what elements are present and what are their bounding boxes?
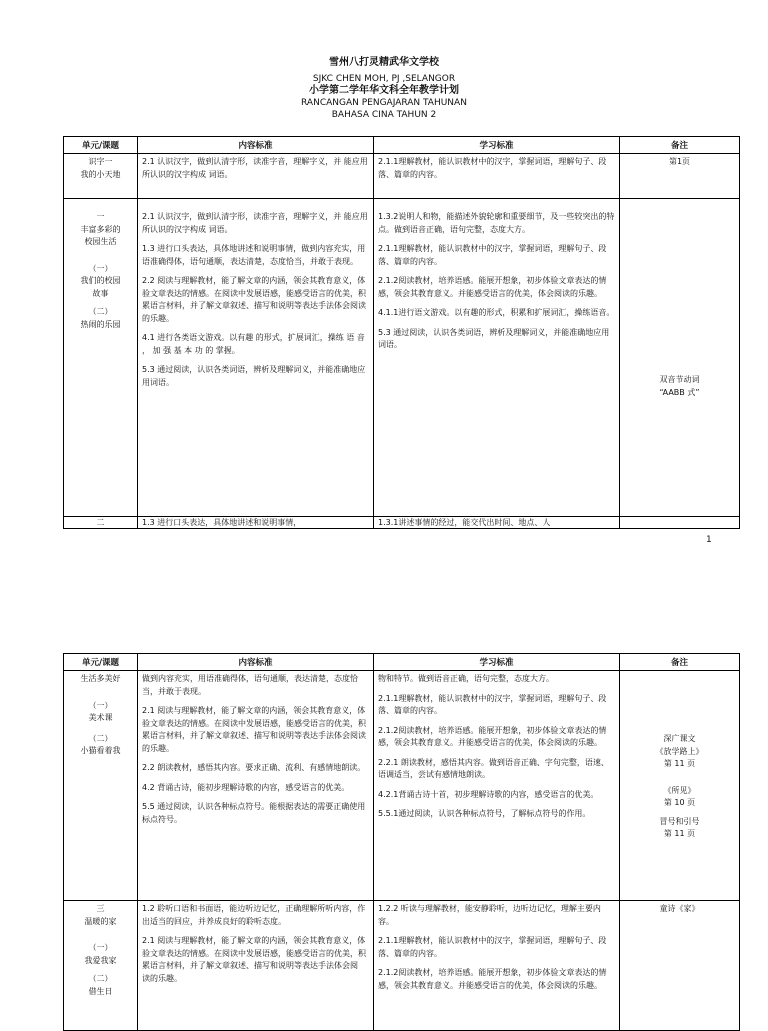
col-header-unit: 单元/课题 bbox=[64, 137, 138, 154]
col-header-content: 内容标准 bbox=[138, 137, 374, 154]
content-standard: 4.1 进行各类语文游戏。以有趣 的形式，扩展词汇，操练 语 音 ， 加 强 基 本 功 的 掌握。 bbox=[142, 333, 365, 355]
content-standard: 2.1 阅读与理解教材，能了解文章的内涵，领会其教育意义，体验文章表达的情感。在阅读中发展语感，能感受语言的优美，积累语言材料，并了解文章叙述、描写和说明等表达手法体会阅 bbox=[142, 936, 366, 970]
content-standard: 2.1 认识汉字，做到认清字形，读准字音，理解字义，并 能应用所认识的汉字构成 词语。 bbox=[142, 212, 368, 234]
unit-cell: 二 bbox=[64, 517, 138, 529]
content-cell bbox=[138, 199, 374, 517]
note-line: 《所见》 bbox=[663, 785, 696, 795]
content-standard: 2.1 认识汉字，做到认清字形，读准字音，理解字义，并 能应用所认识的汉字构成 词语。 bbox=[142, 157, 368, 179]
unit-cell bbox=[64, 671, 138, 901]
table-header-row bbox=[64, 137, 740, 154]
table-row bbox=[64, 154, 740, 199]
unit-line: （一） bbox=[88, 700, 113, 710]
content-standard: 2.1 阅读与理解教材，能了解文章的内涵，领会其教育意义，体验文章表达的情感。在阅读中发展语感，能感受语言的优美，积累语言材料，并了解文章叙述、描写和说明等表达手法体会阅读的乐趣。 bbox=[142, 706, 366, 753]
col-header-content: 内容标准 bbox=[138, 654, 374, 671]
learning-standard: 2.1.1理解教材，能认识教材中的汉字，掌握词语，理解句子、段落、篇章的内容。 bbox=[378, 693, 607, 715]
unit-line: 一 bbox=[96, 212, 105, 221]
table-header-row bbox=[64, 654, 740, 671]
learning-cell bbox=[374, 671, 620, 901]
plan-title-cn: 小学第二学年华文科全年教学计划 bbox=[309, 85, 459, 96]
content-standard: 2.2 朗读教材，感悟其内容。要求正确、流利、有感情地朗读。 bbox=[142, 763, 366, 772]
document-header bbox=[0, 57, 768, 121]
learning-standard: 2.2.1 朗读教材，感悟其内容。做到语音正确、字句完整，语速、语调适当，尝试有感情地朗读。 bbox=[378, 757, 609, 779]
content-standard: 2.2 阅读与理解教材，能了解文章的内涵，领会其教育意义，体验文章表达的情感。在阅读中发展语感，能感受语言的优美，积累语言材料，并了解文章叙述、描写和说明等表达手法体会阅读的乐趣。 bbox=[142, 276, 366, 323]
unit-line: 校园生活 bbox=[84, 237, 117, 246]
note-line: “AABB 式” bbox=[659, 387, 700, 397]
plan-title-en: RANCANGAN PENGAJARAN TAHUNAN bbox=[301, 98, 467, 108]
col-header-unit: 单元/课题 bbox=[64, 654, 138, 671]
content-cell bbox=[138, 901, 374, 1031]
col-header-notes: 备注 bbox=[620, 137, 740, 154]
unit-cell bbox=[64, 154, 138, 199]
learning-standard: 1.3.2说明人和物，能描述外貌轮廓和重要细节，及一些较突出的特点。做到语音正确，语句完整，态度大方。 bbox=[378, 212, 615, 234]
content-standard: 读的乐趣。 bbox=[142, 973, 182, 983]
unit-line: （一） bbox=[88, 943, 113, 952]
unit-line: 我们的校园 bbox=[80, 276, 121, 285]
content-standard: 1.2 聆听口语和书面语，能边听边记忆，正确理解所听内容，作出适当的回应，并养成良好的聆听态度。 bbox=[142, 904, 366, 926]
content-cell bbox=[138, 154, 374, 199]
unit-line: 丰富多彩的 bbox=[80, 224, 121, 234]
note-cell bbox=[620, 199, 740, 517]
content-standard: 1.3 进行口头表达，具体地讲述和说明事情，做到内容充实，用语准确得体，语句通顺，表达清楚，态度恰当，并敢于表现。 bbox=[142, 244, 366, 266]
content-cell bbox=[138, 671, 374, 901]
note-cell bbox=[620, 901, 740, 1031]
learning-standard: 物和特节。做到语音正确，语句完整，态度大方。 bbox=[378, 674, 554, 683]
unit-cell bbox=[64, 199, 138, 517]
unit-line: 小猫看着我 bbox=[80, 746, 121, 755]
note-line: 第 11 页 bbox=[663, 829, 696, 838]
learning-standard: 1.2.2 听读与理解教材，能安静聆听，边听边记忆，理解主要内容。 bbox=[378, 904, 601, 926]
col-header-learning: 学习标准 bbox=[374, 654, 620, 671]
note-cell bbox=[620, 517, 740, 529]
learning-standard: 5.3 通过阅读，认识各类词语，辨析及理解词义，并能准确地应用词语。 bbox=[378, 327, 610, 349]
note-line: 深广课文 bbox=[663, 734, 696, 743]
learning-standard: 4.2.1背诵古诗十首，初步理解诗歌的内容，感受语言的优美。 bbox=[378, 789, 599, 799]
plan-table-page-2 bbox=[63, 653, 740, 1031]
unit-line: 美术课 bbox=[88, 713, 113, 722]
unit-line: （二） bbox=[88, 974, 113, 983]
learning-cell bbox=[374, 154, 620, 199]
note-line: 冒号和引号 bbox=[659, 816, 700, 826]
unit-spacer bbox=[68, 686, 133, 700]
note-line: 双音节动词 bbox=[659, 375, 700, 384]
learning-standard: 2.1.1理解教材，能认识教材中的汉字，掌握词语，理解句子、段落、篇章的内容。 bbox=[378, 244, 607, 266]
school-name-en: SJKC CHEN MOH, PJ ,SELANGOR bbox=[312, 74, 456, 84]
content-cell: 1.3 进行口头表达，具体地讲述和说明事情， bbox=[138, 517, 374, 529]
table-row bbox=[64, 517, 740, 529]
learning-standard: 2.1.1理解教材，能认识教材中的汉字，掌握词语，理解句子、段落、篇章的内容。 bbox=[378, 157, 607, 179]
unit-line: 我的小天地 bbox=[80, 169, 121, 179]
table-row bbox=[64, 671, 740, 901]
learning-standard: 5.5.1通过阅读，认识各种标点符号，了解标点符号的作用。 bbox=[378, 809, 591, 818]
unit-line: （二） bbox=[88, 733, 113, 743]
unit-spacer bbox=[68, 928, 133, 942]
unit-line: 三 bbox=[96, 904, 105, 913]
col-header-notes: 备注 bbox=[620, 654, 740, 671]
unit-cell bbox=[64, 901, 138, 1031]
table-row bbox=[64, 199, 740, 517]
note-cell bbox=[620, 671, 740, 901]
unit-line: 故事 bbox=[92, 288, 109, 298]
learning-cell bbox=[374, 901, 620, 1031]
note-line: 第 11 页 bbox=[663, 759, 696, 768]
table-row bbox=[64, 901, 740, 1031]
learning-standard: 2.1.2阅读教材，培养语感。能展开想象，初步体验文章表达的情感，领会其教育意义。并能感受语言的优美，体会阅读的乐趣。 bbox=[378, 276, 607, 298]
unit-line: （一） bbox=[88, 263, 113, 273]
plan-table-page-1 bbox=[63, 136, 740, 529]
unit-line: 生活多美好 bbox=[80, 674, 121, 683]
unit-line: 识字一 bbox=[88, 157, 113, 166]
learning-cell: 1.3.1讲述事情的经过，能交代出时间、地点、人 bbox=[374, 517, 620, 529]
learning-standard: 2.1.2阅读教材，培养语感。能展开想象，初步体验文章表达的情感，领会其教育意义。并能感受语言的优美，体会阅读的乐趣。 bbox=[378, 968, 607, 990]
unit-line: （二） bbox=[88, 307, 113, 316]
unit-line: 温暖的家 bbox=[84, 916, 117, 926]
learning-standard: 4.1.1进行语文游戏。以有趣的形式，积累和扩展词汇，操练语音。 bbox=[378, 308, 615, 317]
learning-cell bbox=[374, 199, 620, 517]
learning-standard: 2.1.2阅读教材，培养语感。能展开想象，初步体验文章表达的情感，领会其教育意义。并能感受语言的优美，体会阅读的乐趣。 bbox=[378, 725, 607, 747]
unit-line: 我爱我家 bbox=[84, 955, 117, 965]
content-standard: 4.2 背诵古诗，能初步理解诗歌的内容，感受语言的优美。 bbox=[142, 782, 350, 792]
learning-standard: 2.1.1理解教材，能认识教材中的汉字，掌握词语，理解句子、段落、篇章的内容。 bbox=[378, 936, 607, 958]
note-line: 《放学路上》 bbox=[655, 746, 704, 756]
note-line: 童诗《家》 bbox=[659, 904, 700, 913]
unit-line: 借生日 bbox=[88, 986, 113, 996]
note-spacer bbox=[624, 771, 735, 785]
subject-title-en: BAHASA CINA TAHUN 2 bbox=[331, 110, 437, 120]
page-number: 1 bbox=[706, 535, 712, 545]
content-standard: 做到内容充实，用语准确得体，语句通顺，表达清楚，态度恰当，并敢于表现。 bbox=[142, 674, 358, 696]
content-standard: 5.3 通过阅读，认识各类词语，辨析及理解词义，并能准确地应用词语。 bbox=[142, 365, 366, 387]
unit-spacer bbox=[68, 249, 133, 263]
col-header-learning: 学习标准 bbox=[374, 137, 620, 154]
content-standard: 5.5 通过阅读，认识各种标点符号。能根据表达的需要正确使用标点符号。 bbox=[142, 802, 366, 824]
unit-line: 热闹的乐园 bbox=[80, 319, 121, 329]
note-line: 第 10 页 bbox=[663, 798, 696, 807]
note-cell: 第1页 bbox=[620, 154, 740, 199]
school-name-cn: 雪州八打灵精武华文学校 bbox=[329, 57, 439, 68]
